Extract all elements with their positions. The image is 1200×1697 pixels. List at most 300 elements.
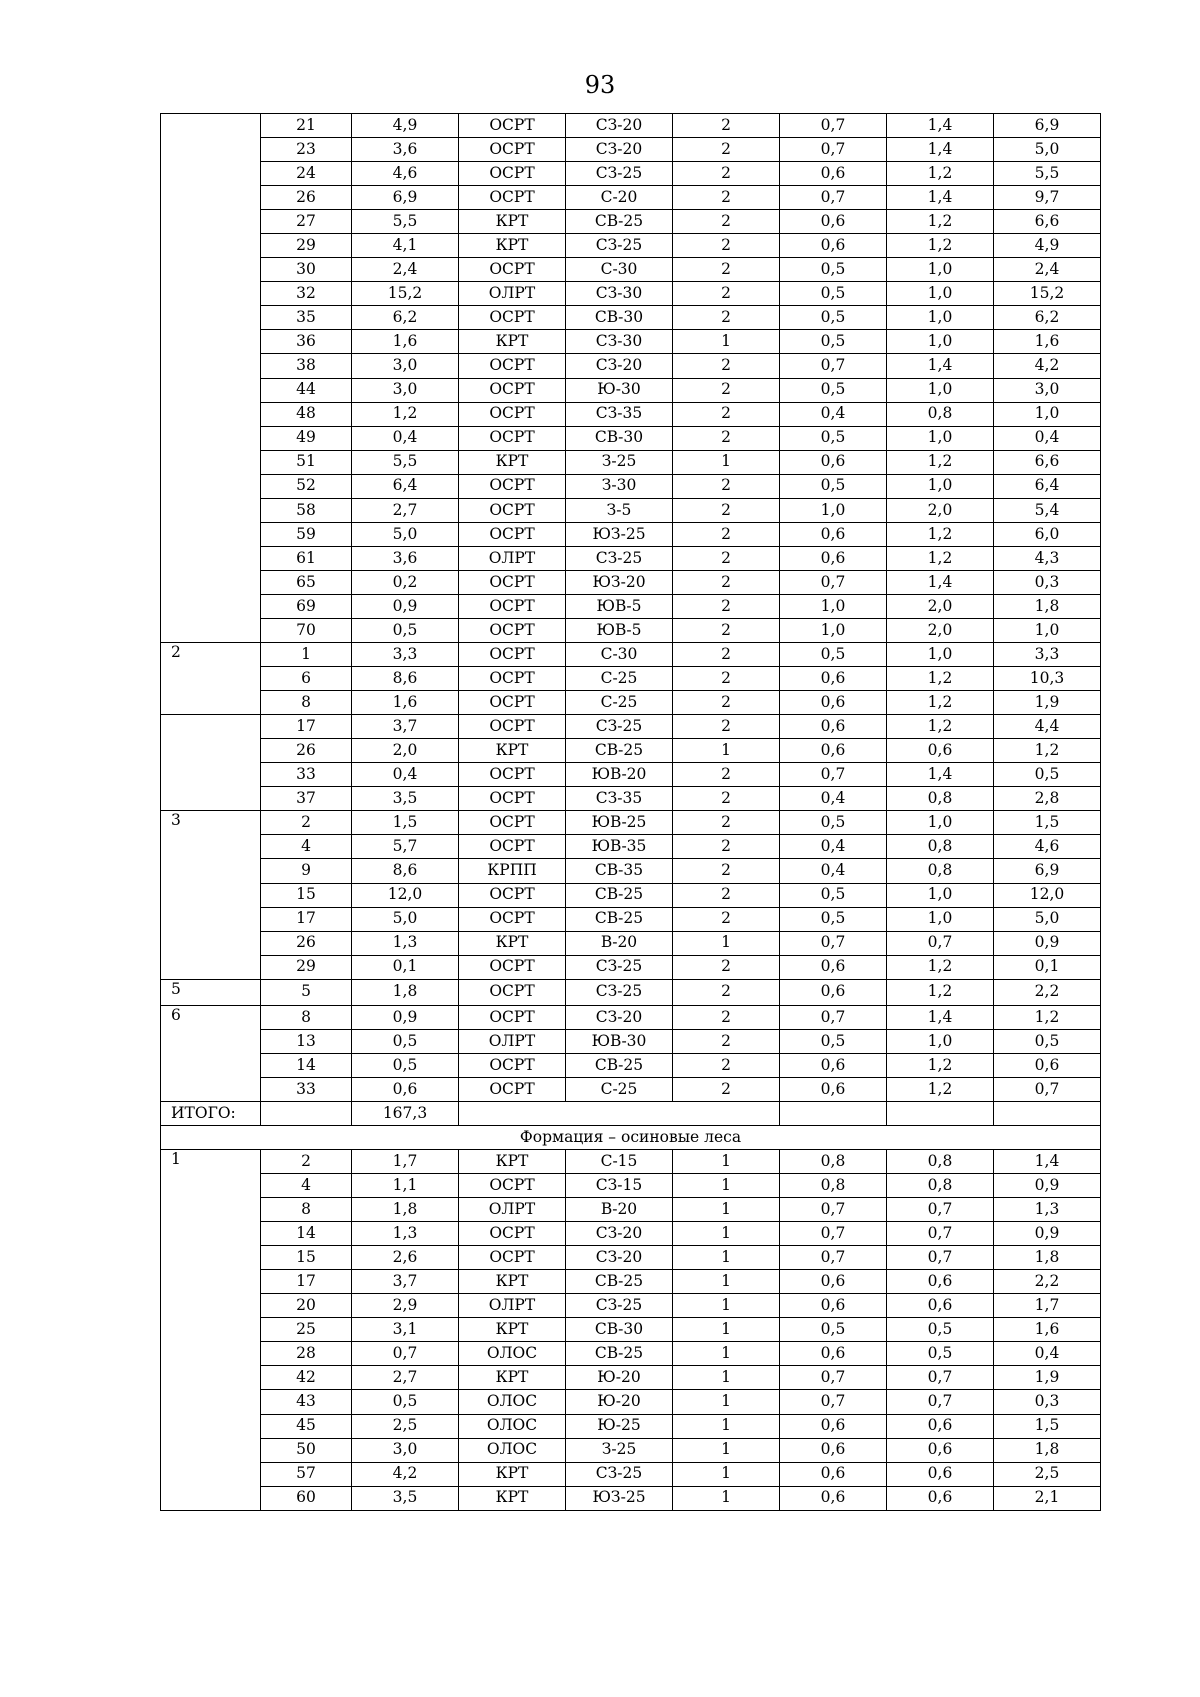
- table-cell: 0,7: [780, 1198, 887, 1222]
- table-cell: ОСРТ: [459, 1005, 566, 1029]
- table-cell: 2: [673, 402, 780, 426]
- table-cell: Ю-30: [566, 378, 673, 402]
- table-cell: КРТ: [459, 330, 566, 354]
- table-cell: 0,6: [780, 715, 887, 739]
- table-cell: 23: [261, 138, 352, 162]
- table-row: [161, 162, 1101, 186]
- table-cell: 49: [261, 426, 352, 450]
- table-cell: 0,9: [994, 1174, 1101, 1198]
- table-cell: 2,1: [994, 1486, 1101, 1510]
- table-cell: 0,4: [352, 763, 459, 787]
- table-cell: 37: [261, 787, 352, 811]
- table-cell: 1,2: [887, 450, 994, 474]
- table-cell: 1,2: [994, 1005, 1101, 1029]
- table-cell: 10,3: [994, 667, 1101, 691]
- table-cell: 4,3: [994, 546, 1101, 570]
- table-cell: 1,7: [352, 1150, 459, 1174]
- table-cell: 1: [673, 1342, 780, 1366]
- table-row: [161, 667, 1101, 691]
- table-cell: 0,6: [887, 1462, 994, 1486]
- table-cell: 2,2: [994, 1270, 1101, 1294]
- table-row: [161, 1486, 1101, 1510]
- table-row: [161, 1462, 1101, 1486]
- table-cell: ОСРТ: [459, 907, 566, 931]
- table-cell: 3,6: [352, 546, 459, 570]
- table-row: [161, 691, 1101, 715]
- table-cell: 5,0: [994, 138, 1101, 162]
- table-cell: ОСРТ: [459, 691, 566, 715]
- table-cell: ЮВ-30: [566, 1029, 673, 1053]
- table-cell: 17: [261, 715, 352, 739]
- table-cell: СЗ-25: [566, 715, 673, 739]
- table-cell: 1: [673, 1414, 780, 1438]
- table-cell: 6: [261, 667, 352, 691]
- table-row: [161, 498, 1101, 522]
- table-cell: 15,2: [352, 282, 459, 306]
- table-cell: СЗ-25: [566, 955, 673, 979]
- table-cell: ОСРТ: [459, 426, 566, 450]
- table-cell: 6,9: [994, 859, 1101, 883]
- table-cell: КРТ: [459, 1462, 566, 1486]
- table-cell: СВ-30: [566, 1318, 673, 1342]
- table-cell: 24: [261, 162, 352, 186]
- table-cell: 1: [673, 1294, 780, 1318]
- table-cell: 2: [261, 811, 352, 835]
- table-cell: 4: [261, 835, 352, 859]
- table-cell: СЗ-20: [566, 138, 673, 162]
- table-cell: 21: [261, 114, 352, 138]
- table-cell: 14: [261, 1053, 352, 1077]
- table-cell: КРТ: [459, 1486, 566, 1510]
- table-cell: 20: [261, 1294, 352, 1318]
- table-cell: ОСРТ: [459, 1246, 566, 1270]
- table-cell: 1,4: [887, 354, 994, 378]
- table-cell: 2: [673, 883, 780, 907]
- table-cell: ОСРТ: [459, 258, 566, 282]
- table-row: [161, 354, 1101, 378]
- table-cell: 6,9: [352, 186, 459, 210]
- table-cell: 27: [261, 210, 352, 234]
- table-cell: 45: [261, 1414, 352, 1438]
- table-cell: 5,5: [994, 162, 1101, 186]
- table-cell: ОСРТ: [459, 570, 566, 594]
- table-cell: 0,8: [780, 1150, 887, 1174]
- table-cell: 17: [261, 907, 352, 931]
- table-row: [161, 402, 1101, 426]
- table-cell: 3,0: [994, 378, 1101, 402]
- table-cell: 51: [261, 450, 352, 474]
- table-row: [161, 570, 1101, 594]
- table-cell: 1,5: [994, 1414, 1101, 1438]
- table-total: [161, 1101, 1101, 1149]
- table-cell: 0,7: [887, 1366, 994, 1390]
- table-cell: 1,3: [352, 931, 459, 955]
- table-cell: 0,6: [780, 1486, 887, 1510]
- table-row: [161, 763, 1101, 787]
- table-cell: 1,4: [994, 1150, 1101, 1174]
- table-cell: 2,2: [994, 979, 1101, 1005]
- table-cell: ОСРТ: [459, 1053, 566, 1077]
- table-cell: 0,7: [780, 1005, 887, 1029]
- table-row: [161, 282, 1101, 306]
- table-cell: 1,5: [352, 811, 459, 835]
- table-row: [161, 618, 1101, 642]
- table-cell: 29: [261, 234, 352, 258]
- table-cell: ОСРТ: [459, 378, 566, 402]
- table-cell: 44: [261, 378, 352, 402]
- table-cell: 0,6: [780, 450, 887, 474]
- table-cell: 1,2: [887, 234, 994, 258]
- table-cell: 0,4: [994, 426, 1101, 450]
- table-cell: 6,2: [352, 306, 459, 330]
- table-cell: 5,4: [994, 498, 1101, 522]
- table-cell: 6,9: [994, 114, 1101, 138]
- table-cell: 0,8: [887, 859, 994, 883]
- table-cell: 2: [673, 1029, 780, 1053]
- table-cell: 0,7: [994, 1077, 1101, 1101]
- table-cell: 2: [673, 955, 780, 979]
- table-cell: 2: [673, 1053, 780, 1077]
- table-cell: ОСРТ: [459, 186, 566, 210]
- table-cell: 1: [673, 1150, 780, 1174]
- table-cell: 1,7: [994, 1294, 1101, 1318]
- table-cell: 0,8: [887, 402, 994, 426]
- table-cell: СВ-25: [566, 739, 673, 763]
- table-cell: 0,7: [780, 354, 887, 378]
- table-cell: 0,7: [780, 763, 887, 787]
- table-cell: 2: [673, 378, 780, 402]
- table-cell: 1,6: [994, 1318, 1101, 1342]
- table-cell: 1: [261, 643, 352, 667]
- table-cell: СЗ-25: [566, 1294, 673, 1318]
- table-cell: 3,1: [352, 1318, 459, 1342]
- total-row: [161, 1101, 1101, 1125]
- table-cell: КРПП: [459, 859, 566, 883]
- table-cell: ОСРТ: [459, 715, 566, 739]
- table-cell: 4: [261, 1174, 352, 1198]
- table-cell: 1,0: [994, 618, 1101, 642]
- table-row: [161, 450, 1101, 474]
- table-cell: 3,0: [352, 354, 459, 378]
- table-cell: 0,9: [352, 1005, 459, 1029]
- table-cell: 6,0: [994, 522, 1101, 546]
- table-cell: 0,7: [887, 1198, 994, 1222]
- table-cell: 26: [261, 931, 352, 955]
- table-cell: 2,6: [352, 1246, 459, 1270]
- table-cell: 2: [673, 354, 780, 378]
- table-cell: 1,2: [887, 955, 994, 979]
- table-cell: 2,0: [887, 594, 994, 618]
- table-cell: 8,6: [352, 859, 459, 883]
- table-cell: ОЛОС: [459, 1414, 566, 1438]
- section-title: Формация – осиновые леса: [161, 1125, 1101, 1149]
- table-cell: 1,0: [887, 258, 994, 282]
- table-cell: 1,5: [994, 811, 1101, 835]
- table-cell: 61: [261, 546, 352, 570]
- table-cell: ОСРТ: [459, 1077, 566, 1101]
- table-cell: 1,0: [887, 643, 994, 667]
- table-cell: 5,7: [352, 835, 459, 859]
- table-cell: 2: [673, 258, 780, 282]
- table-row: [161, 835, 1101, 859]
- table-cell: 0,6: [780, 691, 887, 715]
- table-row: [161, 594, 1101, 618]
- table-row: [161, 1005, 1101, 1029]
- table-cell: 2: [673, 498, 780, 522]
- table-cell: З-30: [566, 474, 673, 498]
- table-cell: 2: [673, 859, 780, 883]
- table-cell: Ю-25: [566, 1414, 673, 1438]
- table-cell: 5,5: [352, 210, 459, 234]
- table-cell: 1,8: [994, 1438, 1101, 1462]
- table-row: [161, 1390, 1101, 1414]
- table-cell: 0,8: [887, 1150, 994, 1174]
- table-cell: 1,4: [887, 138, 994, 162]
- table-cell: 70: [261, 618, 352, 642]
- table-block-1: [161, 114, 1101, 1102]
- table-cell: 1,2: [887, 979, 994, 1005]
- table-row: [161, 931, 1101, 955]
- table-cell: 1,8: [994, 594, 1101, 618]
- table-cell: З-25: [566, 1438, 673, 1462]
- table-cell: 69: [261, 594, 352, 618]
- table-cell: 0,5: [352, 618, 459, 642]
- table-row: [161, 1174, 1101, 1198]
- table-cell: ОСРТ: [459, 1174, 566, 1198]
- table-cell: ОСРТ: [459, 1222, 566, 1246]
- table-cell: 15,2: [994, 282, 1101, 306]
- table-cell: ОЛОС: [459, 1390, 566, 1414]
- table-cell: 2,5: [352, 1414, 459, 1438]
- table-cell: 1,2: [887, 691, 994, 715]
- table-cell: 0,7: [887, 1390, 994, 1414]
- table-row: [161, 1150, 1101, 1174]
- table-cell: 1,0: [887, 282, 994, 306]
- table-cell: ЮЗ-20: [566, 570, 673, 594]
- table-cell: 50: [261, 1438, 352, 1462]
- table-cell: 42: [261, 1366, 352, 1390]
- table-cell: 38: [261, 354, 352, 378]
- table-cell: 6,6: [994, 450, 1101, 474]
- table-cell: 5,0: [352, 907, 459, 931]
- table-row: [161, 979, 1101, 1005]
- table-row: [161, 1029, 1101, 1053]
- table-cell: 1,6: [352, 330, 459, 354]
- table-cell: 2: [673, 138, 780, 162]
- table-cell: 0,6: [887, 1486, 994, 1510]
- table-cell: СЗ-20: [566, 1246, 673, 1270]
- table-cell: 8: [261, 1198, 352, 1222]
- table-row: [161, 210, 1101, 234]
- table-cell: 2,0: [887, 498, 994, 522]
- table-cell: 1: [673, 1246, 780, 1270]
- table-row: [161, 1077, 1101, 1101]
- table-cell: 28: [261, 1342, 352, 1366]
- table-cell: 0,7: [780, 1390, 887, 1414]
- table-row: [161, 378, 1101, 402]
- table-cell: 8: [261, 1005, 352, 1029]
- total-empty-cell: [780, 1101, 887, 1125]
- table-cell: 1: [673, 1198, 780, 1222]
- table-cell: 2: [673, 787, 780, 811]
- table-row: [161, 258, 1101, 282]
- table-cell: 1,0: [887, 378, 994, 402]
- table-cell: 1,0: [887, 907, 994, 931]
- table-cell: 0,6: [780, 210, 887, 234]
- table-cell: ОЛРТ: [459, 546, 566, 570]
- table-cell: 17: [261, 1270, 352, 1294]
- table-cell: ОЛРТ: [459, 1294, 566, 1318]
- group-cell: [161, 715, 261, 811]
- table-cell: 0,5: [780, 1318, 887, 1342]
- table-cell: ОСРТ: [459, 306, 566, 330]
- table-cell: 0,7: [887, 1246, 994, 1270]
- table-cell: ОСРТ: [459, 522, 566, 546]
- table-cell: 0,5: [887, 1342, 994, 1366]
- table-cell: 0,5: [352, 1029, 459, 1053]
- table-cell: 0,5: [887, 1318, 994, 1342]
- table-cell: ЮВ-20: [566, 763, 673, 787]
- table-cell: 1,6: [994, 330, 1101, 354]
- table-cell: 0,7: [780, 1366, 887, 1390]
- table-cell: СВ-25: [566, 1270, 673, 1294]
- table-cell: СЗ-25: [566, 979, 673, 1005]
- table-cell: ОСРТ: [459, 162, 566, 186]
- table-cell: 4,9: [352, 114, 459, 138]
- table-cell: С-25: [566, 691, 673, 715]
- table-cell: 4,4: [994, 715, 1101, 739]
- table-cell: 1: [673, 1438, 780, 1462]
- table-cell: 5,5: [352, 450, 459, 474]
- table-cell: СЗ-20: [566, 354, 673, 378]
- table-cell: СВ-25: [566, 210, 673, 234]
- group-cell: 6: [161, 1005, 261, 1101]
- table-cell: 32: [261, 282, 352, 306]
- table-cell: 5: [261, 979, 352, 1005]
- total-label: ИТОГО:: [161, 1101, 261, 1125]
- table-cell: 0,6: [780, 1270, 887, 1294]
- table-cell: 2,0: [887, 618, 994, 642]
- table-cell: 0,8: [887, 1174, 994, 1198]
- table-cell: 0,6: [780, 1294, 887, 1318]
- table-cell: 0,8: [780, 1174, 887, 1198]
- table-cell: 8,6: [352, 667, 459, 691]
- table-cell: 33: [261, 763, 352, 787]
- table-cell: 0,6: [780, 667, 887, 691]
- table-cell: 0,5: [994, 763, 1101, 787]
- table-cell: 6,6: [994, 210, 1101, 234]
- table-cell: СЗ-25: [566, 234, 673, 258]
- table-row: [161, 306, 1101, 330]
- table-cell: 1: [673, 1366, 780, 1390]
- table-cell: 0,7: [780, 138, 887, 162]
- table-cell: 2,9: [352, 1294, 459, 1318]
- table-cell: 1,2: [887, 210, 994, 234]
- table-cell: 52: [261, 474, 352, 498]
- table-cell: 33: [261, 1077, 352, 1101]
- table-cell: ОСРТ: [459, 835, 566, 859]
- table-cell: ОСРТ: [459, 811, 566, 835]
- group-cell: 3: [161, 811, 261, 979]
- group-cell: 5: [161, 979, 261, 1005]
- table-cell: СЗ-30: [566, 330, 673, 354]
- table-row: [161, 1366, 1101, 1390]
- table-cell: 0,5: [780, 643, 887, 667]
- table-cell: 2: [673, 1005, 780, 1029]
- table-cell: 2: [673, 282, 780, 306]
- table-cell: СЗ-20: [566, 1222, 673, 1246]
- table-cell: 48: [261, 402, 352, 426]
- table-cell: 2: [261, 1150, 352, 1174]
- table-cell: СВ-25: [566, 1053, 673, 1077]
- table-cell: 60: [261, 1486, 352, 1510]
- table-cell: ОСРТ: [459, 787, 566, 811]
- table-row: [161, 955, 1101, 979]
- table-cell: ОСРТ: [459, 763, 566, 787]
- table-cell: 15: [261, 883, 352, 907]
- table-cell: 0,4: [780, 402, 887, 426]
- table-cell: 0,7: [780, 186, 887, 210]
- table-cell: ЮВ-5: [566, 618, 673, 642]
- table-cell: 1,2: [887, 162, 994, 186]
- table-cell: 0,3: [994, 570, 1101, 594]
- table-cell: З-25: [566, 450, 673, 474]
- table-cell: 2: [673, 667, 780, 691]
- table-cell: 1: [673, 1318, 780, 1342]
- table-cell: 0,6: [780, 979, 887, 1005]
- table-cell: 4,6: [994, 835, 1101, 859]
- table-cell: 13: [261, 1029, 352, 1053]
- table-row: [161, 1318, 1101, 1342]
- table-block-2: [161, 1150, 1101, 1511]
- table-cell: 1,0: [887, 474, 994, 498]
- table-cell: ОСРТ: [459, 594, 566, 618]
- table-cell: 2,7: [352, 498, 459, 522]
- table-cell: 5,0: [994, 907, 1101, 931]
- table-cell: 2: [673, 1077, 780, 1101]
- table-row: [161, 186, 1101, 210]
- table-cell: 9,7: [994, 186, 1101, 210]
- table-cell: 0,5: [352, 1390, 459, 1414]
- table-cell: 0,6: [887, 1414, 994, 1438]
- table-row: [161, 522, 1101, 546]
- table-cell: 3,3: [994, 643, 1101, 667]
- table-cell: 1,0: [887, 330, 994, 354]
- table-cell: 0,6: [780, 522, 887, 546]
- table-cell: 14: [261, 1222, 352, 1246]
- table-cell: 4,1: [352, 234, 459, 258]
- table-row: [161, 859, 1101, 883]
- table-cell: 1,8: [994, 1246, 1101, 1270]
- table-cell: 57: [261, 1462, 352, 1486]
- table-cell: КРТ: [459, 931, 566, 955]
- table-cell: 2,8: [994, 787, 1101, 811]
- table-cell: 2: [673, 643, 780, 667]
- table-cell: ЮВ-25: [566, 811, 673, 835]
- total-empty-cell: [994, 1101, 1101, 1125]
- table-cell: 2: [673, 979, 780, 1005]
- table-cell: СЗ-20: [566, 114, 673, 138]
- table-cell: 3,0: [352, 1438, 459, 1462]
- table-cell: ОСРТ: [459, 474, 566, 498]
- table-cell: 6,2: [994, 306, 1101, 330]
- table-cell: 2: [673, 618, 780, 642]
- total-empty-cell: [459, 1101, 780, 1125]
- table-cell: ОСРТ: [459, 354, 566, 378]
- page-number: 93: [584, 71, 616, 99]
- table-cell: 1,3: [994, 1198, 1101, 1222]
- table-cell: 1,0: [887, 426, 994, 450]
